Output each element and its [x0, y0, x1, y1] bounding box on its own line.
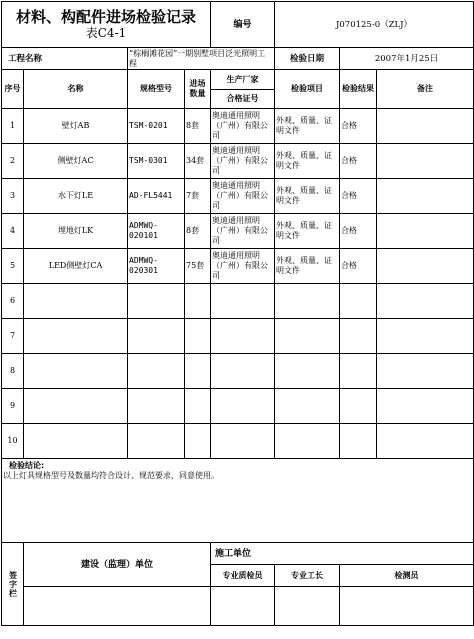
- row-items: [275, 389, 340, 424]
- row-result: [340, 354, 377, 389]
- row-maker: 奥迪通用照明（广州）有限公司: [211, 179, 275, 214]
- row-name: [24, 389, 128, 424]
- row-items: [275, 284, 340, 319]
- row-result: 合格: [340, 249, 377, 284]
- row-qty: [185, 389, 211, 424]
- row-spec: ADMWQ-020101: [128, 214, 185, 249]
- owner-signature-space: [24, 587, 211, 626]
- row-items: 外观、质量、证明文件: [275, 144, 340, 179]
- table-row: [2, 214, 474, 249]
- contractor-label: 施工单位: [211, 543, 474, 565]
- table-row: [2, 424, 474, 459]
- row-items: 外观、质量、证明文件: [275, 249, 340, 284]
- row-seq: 10: [2, 424, 24, 459]
- row-seq: 1: [2, 109, 24, 144]
- inspection-date-label: 检验日期: [275, 48, 340, 70]
- table-row: [2, 179, 474, 214]
- row-result: 合格: [340, 214, 377, 249]
- tester-signature-space: [340, 587, 474, 626]
- row-remark: [377, 249, 474, 284]
- row-spec: [128, 284, 185, 319]
- row-seq: 3: [2, 179, 24, 214]
- col-header-remark: 备注: [377, 70, 474, 109]
- row-remark: [377, 214, 474, 249]
- row-spec: [128, 389, 185, 424]
- col-header-spec: 规格型号: [128, 70, 185, 109]
- row-remark: [377, 319, 474, 354]
- row-items: [275, 319, 340, 354]
- table-row: [2, 284, 474, 319]
- row-result: [340, 389, 377, 424]
- conclusion-cell: [2, 459, 474, 543]
- row-remark: [377, 389, 474, 424]
- number-label: 编号: [211, 2, 275, 48]
- row-name: 水下灯LE: [24, 179, 128, 214]
- row-qty: 8套: [185, 109, 211, 144]
- row-qty: 75套: [185, 249, 211, 284]
- row-seq: 9: [2, 389, 24, 424]
- row-items: 外观、质量、证明文件: [275, 109, 340, 144]
- row-spec: [128, 354, 185, 389]
- row-qty: [185, 424, 211, 459]
- row-qty: [185, 354, 211, 389]
- table-row: [2, 354, 474, 389]
- row-spec: TSM-0301: [128, 144, 185, 179]
- col-header-result: 检验结果: [340, 70, 377, 109]
- title-cell: [2, 2, 211, 48]
- quality-inspector-label: 专业质检员: [211, 565, 275, 587]
- inspection-table: [1, 1, 474, 626]
- row-items: [275, 424, 340, 459]
- project-name-label: 工程名称: [2, 48, 128, 70]
- row-seq: 8: [2, 354, 24, 389]
- col-header-qty: 进场数量: [185, 70, 211, 109]
- row-maker: 奥迪通用照明（广州）有限公司: [211, 249, 275, 284]
- row-name: 壁灯AB: [24, 109, 128, 144]
- conclusion-label: 检验结论:: [9, 461, 45, 470]
- foreman-label: 专业工长: [275, 565, 340, 587]
- row-remark: [377, 144, 474, 179]
- table-row: [2, 144, 474, 179]
- inspection-date-value: 2007年1月25日: [340, 48, 474, 70]
- row-name: [24, 319, 128, 354]
- row-remark: [377, 179, 474, 214]
- signature-side-label: 签字栏: [8, 570, 18, 598]
- row-remark: [377, 424, 474, 459]
- row-qty: 8套: [185, 214, 211, 249]
- row-result: [340, 319, 377, 354]
- table-row: [2, 109, 474, 144]
- quality-inspector-signature-space: [211, 587, 275, 626]
- row-maker: [211, 284, 275, 319]
- row-result: 合格: [340, 179, 377, 214]
- project-name-value: “棕榈滩花园”一期别墅项目泛光照明工程: [128, 48, 275, 70]
- number-value: J070125-0（ZLJ）: [275, 2, 474, 48]
- signature-side-cell: [2, 543, 24, 626]
- row-spec: AD-FL5441: [128, 179, 185, 214]
- row-maker: 奥迪通用照明（广州）有限公司: [211, 214, 275, 249]
- conclusion-text: 以上灯具规格型号及数量均符合设计、规范要求，同意使用。: [3, 471, 219, 480]
- row-qty: 7套: [185, 179, 211, 214]
- row-name: 侧壁灯AC: [24, 144, 128, 179]
- row-seq: 2: [2, 144, 24, 179]
- col-header-name: 名称: [24, 70, 128, 109]
- table-row: [2, 319, 474, 354]
- row-spec: ADMWQ-020301: [128, 249, 185, 284]
- row-seq: 5: [2, 249, 24, 284]
- row-result: [340, 424, 377, 459]
- row-remark: [377, 354, 474, 389]
- col-header-cert: 合格证号: [211, 90, 275, 109]
- row-name: [24, 424, 128, 459]
- foreman-signature-space: [275, 587, 340, 626]
- row-maker: 奥迪通用照明（广州）有限公司: [211, 144, 275, 179]
- row-maker: [211, 354, 275, 389]
- inspection-record-sheet: [1, 1, 473, 637]
- row-spec: [128, 424, 185, 459]
- row-maker: [211, 424, 275, 459]
- table-row: [2, 389, 474, 424]
- col-header-items: 检验项目: [275, 70, 340, 109]
- row-seq: 7: [2, 319, 24, 354]
- row-qty: [185, 284, 211, 319]
- tester-label: 检测员: [340, 565, 474, 587]
- col-header-maker: 生产厂家: [211, 70, 275, 90]
- row-seq: 4: [2, 214, 24, 249]
- col-header-seq: 序号: [2, 70, 24, 109]
- document-title: 材料、构配件进场检验记录: [16, 8, 197, 26]
- row-result: [340, 284, 377, 319]
- row-result: 合格: [340, 109, 377, 144]
- row-seq: 6: [2, 284, 24, 319]
- row-result: 合格: [340, 144, 377, 179]
- row-name: [24, 284, 128, 319]
- row-items: [275, 354, 340, 389]
- row-remark: [377, 109, 474, 144]
- row-spec: TSM-0201: [128, 109, 185, 144]
- row-name: 埋地灯LK: [24, 214, 128, 249]
- row-items: 外观、质量、证明文件: [275, 179, 340, 214]
- row-name: LED侧壁灯CA: [24, 249, 128, 284]
- row-qty: 34套: [185, 144, 211, 179]
- row-maker: [211, 319, 275, 354]
- row-remark: [377, 284, 474, 319]
- table-number: 表C4-1: [85, 26, 127, 40]
- row-items: 外观、质量、证明文件: [275, 214, 340, 249]
- row-spec: [128, 319, 185, 354]
- row-name: [24, 354, 128, 389]
- row-maker: 奥迪通用照明（广州）有限公司: [211, 109, 275, 144]
- owner-supervisor-label: 建设（监理）单位: [24, 543, 211, 587]
- row-maker: [211, 389, 275, 424]
- row-qty: [185, 319, 211, 354]
- table-row: [2, 249, 474, 284]
